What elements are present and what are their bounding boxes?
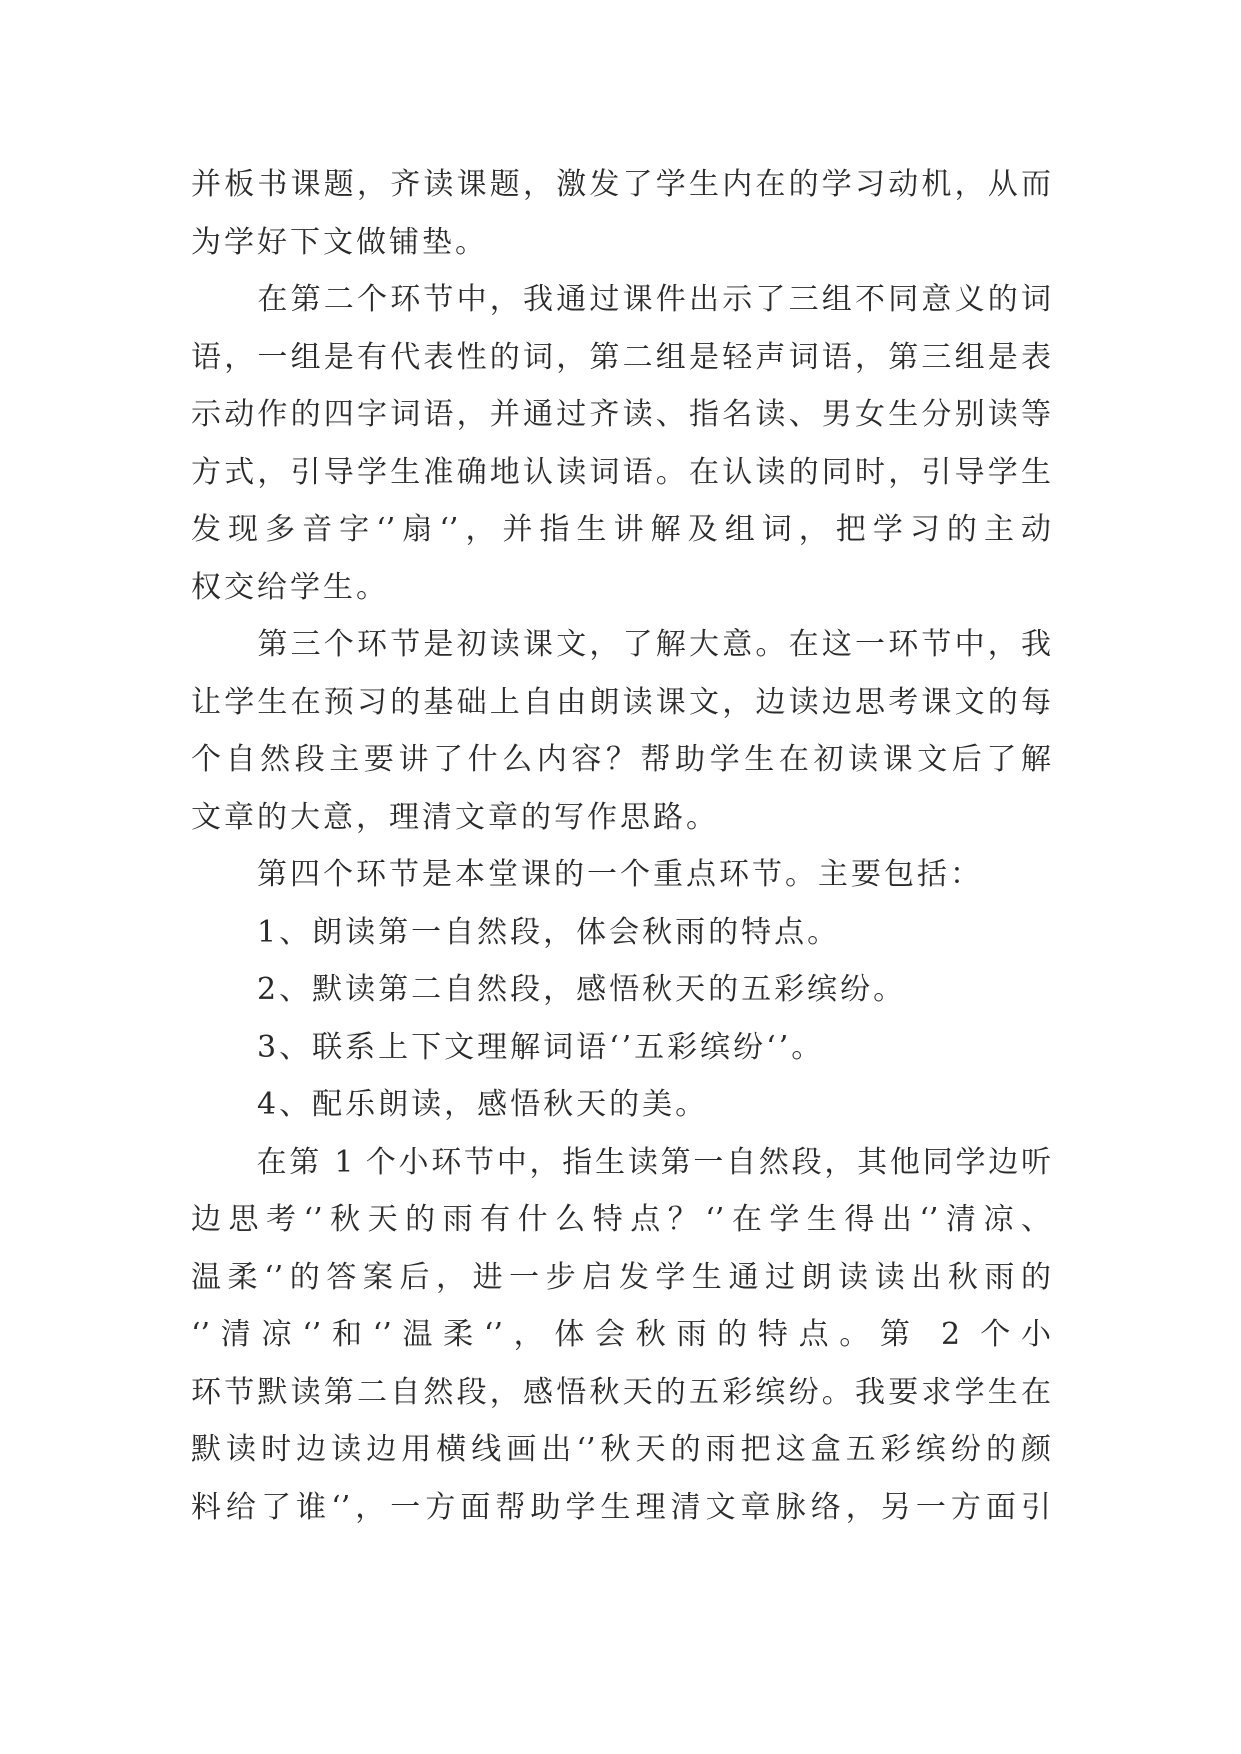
text-line: ‘’清凉‘’和‘’温柔‘’，体会秋雨的特点。第 2 个小	[191, 1317, 1051, 1352]
text-line: 料给了谁‘’，一方面帮助学生理清文章脉络，另一方面引	[191, 1489, 1051, 1525]
text-line: 温柔‘’的答案后，进一步启发学生通过朗读读出秋雨的	[191, 1259, 1051, 1295]
text-line: 方式，引导学生准确地认读词语。在认读的同时，引导学生	[191, 454, 1051, 490]
text-line: 为学好下文做铺垫。	[191, 224, 488, 260]
text-line: 4、配乐朗读，感悟秋天的美。	[191, 1087, 709, 1122]
text-line: 语，一组是有代表性的词，第二组是轻声词语，第三组是表	[191, 339, 1051, 375]
text-line: 2、默读第二自然段，感悟秋天的五彩缤纷。	[191, 972, 907, 1007]
body-text	[191, 156, 1051, 1536]
text-line: 权交给学生。	[191, 569, 389, 605]
text-line: 3、联系上下文理解词语‘’五彩缤纷‘’。	[191, 1029, 825, 1065]
text-line: 在第 1 个小环节中，指生读第一自然段，其他同学边听	[191, 1144, 1051, 1180]
text-line: 1、朗读第一自然段，体会秋雨的特点。	[191, 914, 841, 950]
text-line: 发现多音字‘’扇‘’，并指生讲解及组词，把学习的主动	[191, 512, 1051, 547]
text-line: 第四个环节是本堂课的一个重点环节。主要包括：	[191, 857, 983, 892]
text-line: 让学生在预习的基础上自由朗读课文，边读边思考课文的每	[191, 684, 1051, 720]
text-line: 在第二个环节中，我通过课件出示了三组不同意义的词	[191, 282, 1051, 317]
text-line: 示动作的四字词语，并通过齐读、指名读、男女生分别读等	[191, 397, 1051, 432]
text-line: 边思考‘’秋天的雨有什么特点？‘’在学生得出‘’清凉、	[191, 1202, 1051, 1237]
text-line: 文章的大意，理清文章的写作思路。	[191, 799, 719, 835]
text-line: 环节默读第二自然段，感悟秋天的五彩缤纷。我要求学生在	[191, 1374, 1051, 1410]
text-line: 个自然段主要讲了什么内容？帮助学生在初读课文后了解	[191, 742, 1051, 777]
text-line: 默读时边读边用横线画出‘’秋天的雨把这盒五彩缤纷的颜	[191, 1432, 1051, 1467]
text-line: 第三个环节是初读课文，了解大意。在这一环节中，我	[191, 627, 1051, 662]
text-line: 并板书课题，齐读课题，激发了学生内在的学习动机，从而	[191, 167, 1051, 202]
